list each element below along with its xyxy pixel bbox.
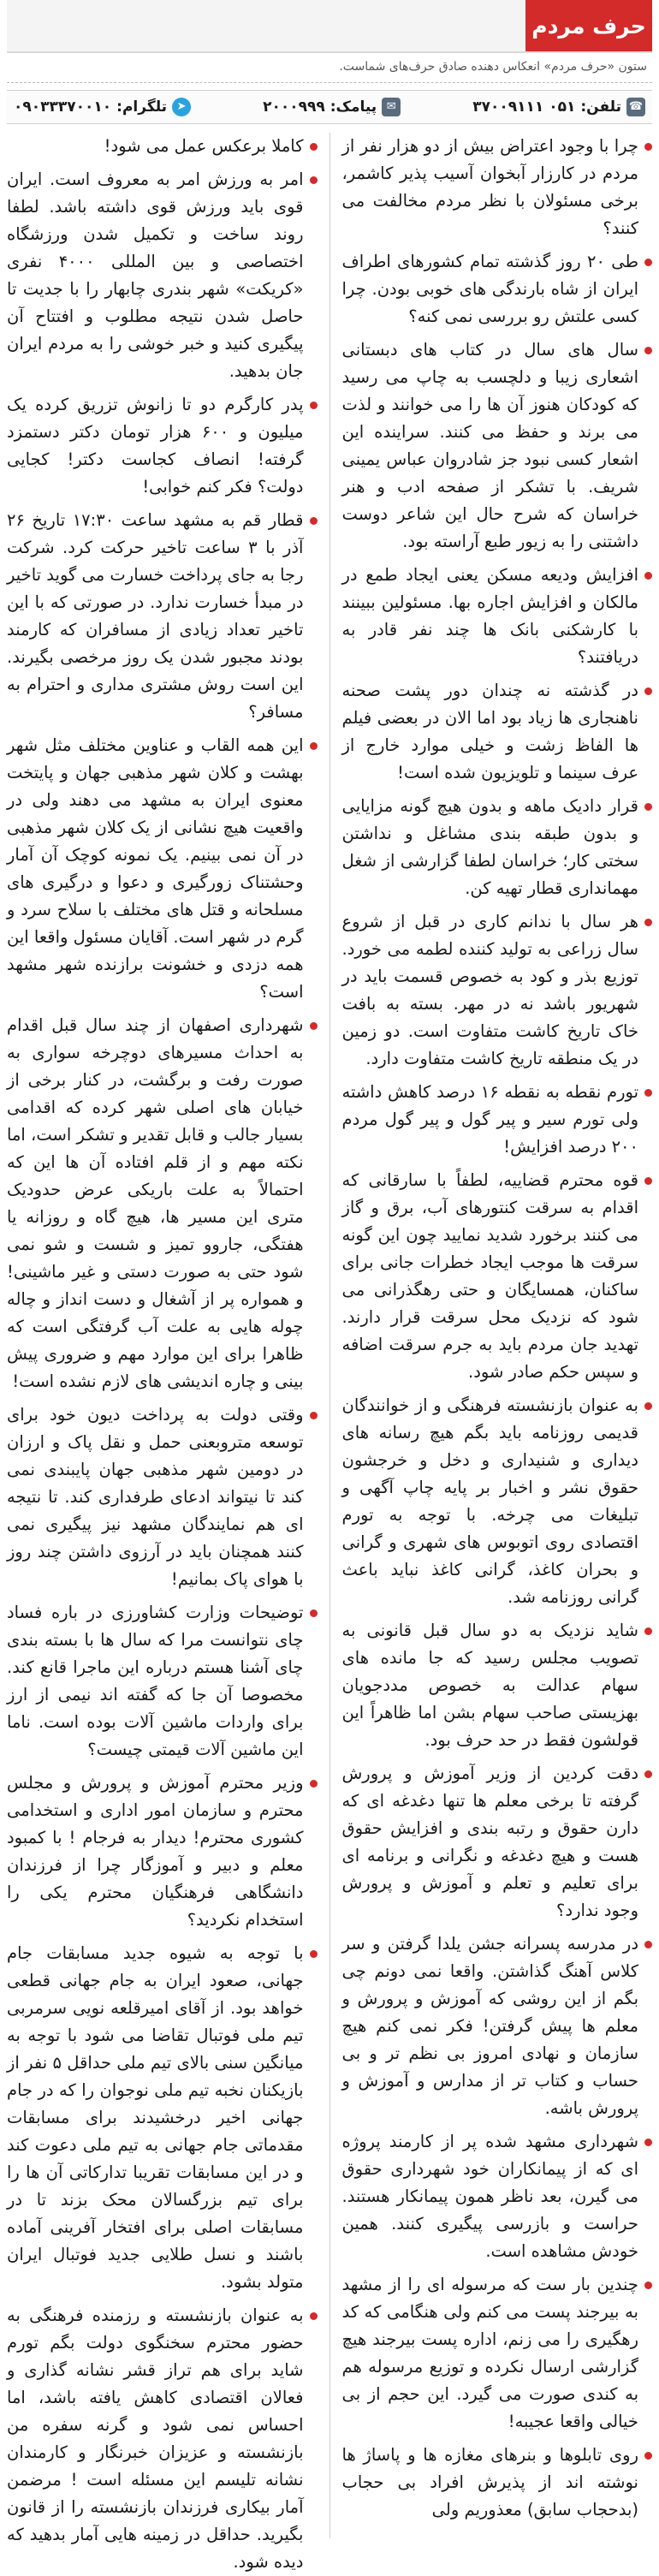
comment-item <box>7 1012 318 1395</box>
bullet-icon <box>310 1950 318 1958</box>
bullet-icon <box>644 1177 652 1185</box>
phone-label: تلفن: <box>580 98 621 116</box>
bullet-icon <box>644 1941 652 1948</box>
page-title: حرف مردم <box>525 0 652 51</box>
comment-item <box>342 908 653 1073</box>
header-bar <box>7 0 652 53</box>
bullet-icon <box>644 803 652 811</box>
comment-item <box>342 133 653 242</box>
comment-text: دقت کردین از وزیر آموزش و پرورش گرفته تا برخی معلم ها تنها دغدغه ای که دارن حقوق و رتبه بندی و افزایش حقوق هست و هیچ دغدغه و نگرانی و برنامه ای برای تعلیم و تعلم و آموزش و پرورش وجود ندارد؟ <box>341 1764 638 1920</box>
comment-text: افزایش ودیعه مسکن یعنی ایجاد طمع در مالکان و افزایش اجاره بها. مسئولین ببینند با کارشکنی بانک ها چند نفر قادر به دریافتند؟ <box>341 565 638 667</box>
comment-item <box>342 2128 653 2265</box>
bullet-icon <box>310 2312 318 2320</box>
left-column <box>7 133 318 2572</box>
bullet-icon <box>310 1780 318 1788</box>
columns <box>7 133 652 2572</box>
comment-text: کاملا برعکس عمل می شود! <box>104 136 304 156</box>
telegram-icon: ➤ <box>172 98 191 116</box>
comment-item <box>7 133 318 160</box>
comment-item <box>7 1401 318 1593</box>
comment-text: در مدرسه پسرانه جشن یلدا گرفتن و سر کلاس آهنگ گذاشتن. واقعا نمی دونم چی بگم از این روشی که آموزش و پرورش و معلم ها پیش گرفتن! فکر نمی کنم هیچ سازمان و نهادی امروز بی نظم تر و بی حساب و کتاب تر از مدارس و آموزش و پرورش باشه. <box>341 1934 638 2118</box>
comment-item <box>342 1617 653 1754</box>
comment-text: قطار قم به مشهد ساعت ۱۷:۳۰ تاریخ ۲۶ آذر با ۳ ساعت تاخیر حرکت کرد. شرکت رجا به جای پرداخت خسارت می گوید تاخیر در مبدأ خسارت ندارد. در صورتی که با این تاخیر تعداد زیادی از مسافران که کارمند بودند مجبور شدن یک روز مرخصی بگیرند. این است روش مشتری مداری و احترام به مسافر؟ <box>7 510 304 722</box>
bullet-icon <box>644 1402 652 1410</box>
comment-text: به عنوان بازنشسته و رزمنده فرهنگی به حضور محترم سخنگوی دولت بگم تورم شاید برای هم تراز قشر نشانه گذاری و فعالان اقتصادی کاهش یافته باشد، اما احساس نمی شود و گرنه سفره من بازنشسته و عزیزان خبرنگار و کارمندان نشانه تلیسم این مسئله است ! مرضمن آمار بیکاری فرزندان بازنشسته را از قانون بگیرید. حداقل در زمینه هایی آمار بدهید که دیده شود. <box>7 2305 304 2572</box>
comment-item <box>342 1760 653 1925</box>
bullet-icon <box>644 572 652 580</box>
comment-text: با توجه به شیوه جدید مسابقات جام جهانی، صعود ایران به جام جهانی قطعی خواهد بود. از آقای امیرقلعه نویی سرمربی تیم ملی فوتبال تقاضا می شود با توجه به میانگین سنی بالای تیم ملی حداقل ۵ نفر از بازیکنان نخبه تیم ملی نوجوان را که در جام جهانی اخیر درخشیدند برای مسابقات مقدماتی جام جهانی به تیم ملی دعوت کند و در این مسابقات تقریبا تدارکاتی آن ها را برای تیم بزرگسالان محک بزند تا در مسابقات اصلی برای افتخار آفرینی آماده باشند و نسل طلایی جدید فوتبال ایران متولد بشود. <box>7 1943 304 2292</box>
comment-text: شهرداری اصفهان از چند سال قبل اقدام به احداث مسیرهای دوچرخه سواری به صورت رفت و برگشت، در کنار برخی از خیابان های اصلی شهر کرده که اقدامی بسیار جالب و قابل تقدیر و تشکر است، اما نکته مهم و از قلم افتاده آن ها این که احتمالاً به علت باریکی عرض حدودیک متری این مسیر ها، هیچ گاه و روزانه یا هفتگی، جاروو تمیز و شست و شو نمی شود حتی به صورت دستی و غیر ماشینی! و همواره پر از آشغال و دست انداز و چاله چوله هایی به علت آب گرفتگی است که ظاهرا برای این موارد مهم و ضروری پیش بینی و چاره اندیشی های لازم نشده است! <box>7 1015 304 1391</box>
comment-item <box>342 562 653 671</box>
bullet-icon <box>644 919 652 926</box>
sms-value[interactable]: ۲۰۰۰۹۹۹ <box>263 98 325 116</box>
page-subtitle: ستون «حرف مردم» انعکاس دهنده صادق حرف‌های شماست. <box>7 53 652 83</box>
bullet-icon <box>644 2452 652 2460</box>
comment-text: در گذشته نه چندان دور پشت صحنه ناهنجاری ها زیاد بود اما الان در بعضی فیلم ها الفاظ زشت و خیلی موارد خارج از عرف سینما و تلویزیون شده است! <box>341 681 638 782</box>
bullet-icon <box>310 176 318 184</box>
comment-item <box>342 248 653 330</box>
bullet-icon <box>310 517 318 525</box>
bullet-icon <box>644 2139 652 2146</box>
comment-item <box>342 1167 653 1386</box>
contact-telegram <box>14 98 191 116</box>
comment-text: توضیحات وزارت کشاورزی در باره فساد چای نتوانست مرا که سال ها با بسته بندی چای آشنا هستم درباره این ماجرا قانع کند. مخصوصا آن جا که گفته اند نیمی از ارز برای واردات ماشین آلات بوده است. ناما این ماشین آلات قیمتی چیست؟ <box>7 1603 304 1759</box>
telegram-label: تلگرام: <box>116 98 168 116</box>
comment-text: قرار دادیک ماهه و بدون هیچ گونه مزایایی و بدون طبقه بندی مشاغل و نداشتن سختی کار؛ خراسان لطفا گزارشی از شغل مهمانداری قطار تهیه کن. <box>341 796 638 898</box>
comment-text: به عنوان بازنشسته فرهنگی و از خوانندگان قدیمی روزنامه باید بگم هیچ رسانه های دیداری و شنیداری و دخل و خرجشون حقوق نشر و اخبار بر پایه چاپ آگهی و تبلیغات می چرخه. با توجه به تورم اقتصادی روی اتوبوس های شهری و گرانی و بحران کاغذ، گرانی کاغذ نباید باعث گرانی روزنامه شد. <box>341 1395 638 1607</box>
contact-sms <box>263 98 401 116</box>
phone-value[interactable]: ۰۵۱ ۳۷۰۰۹۱۱۱ <box>472 98 576 116</box>
telegram-value[interactable]: ۰۹۰۳۳۳۷۰۰۱۰ <box>14 98 112 116</box>
comment-item <box>342 336 653 556</box>
comment-text: شاید نزدیک به دو سال قبل قانونی به تصویب مجلس رسید که جا مانده های سهام عدالت به خصوص مددجویان بهزیستی صاحب سهام بشن اما ظاهراً این قولشون فقط در حد حرف بود. <box>341 1621 638 1750</box>
comment-item <box>342 1931 653 2122</box>
bullet-icon <box>644 687 652 695</box>
comment-text: هر سال با ندانم کاری در قبل از شروع سال زراعی به تولید کننده لطمه می خورد. توزیع بذر و کود به خصوص قسمت باید در شهریور باشد نه در مهر. بسته به بافت خاک تاریخ کاشت متفاوت است. دو زمین در یک منطقه تاریخ کاشت متفاوت دارد. <box>341 912 638 1068</box>
comment-text: شهرداری مشهد شده پر از کارمند پروژه ای که از پیمانکاران خود شهرداری حقوق می گیرن، بعد ناظر همون پیمانکار هستند. حراست و بازرسی پیگیری کنند. همین خودش مشاهده است. <box>341 2132 638 2261</box>
contact-bar <box>7 90 652 124</box>
comment-text: چندین بار ست که مرسوله ای را از مشهد به بیرجند پست می کنم ولی هنگامی که کد رهگیری را می زنم، اداره پست بیرجند هیچ گزارشی ارسال نکرده و توزیع مرسوله هم به کندی صورت می گیرد. این حجم از بی خیالی واقعا عجیبه! <box>341 2275 638 2431</box>
bullet-icon <box>310 1022 318 1030</box>
bullet-icon <box>644 143 652 151</box>
bullet-icon <box>644 2282 652 2289</box>
comment-item <box>342 1392 653 1611</box>
bullet-icon <box>644 1089 652 1097</box>
sms-icon: ✉ <box>382 98 401 116</box>
comment-item <box>7 507 318 726</box>
comment-item <box>342 2442 653 2524</box>
comment-text: وزیر محترم آموزش و پرورش و مجلس محترم و سازمان امور اداری و استخدامی کشوری محترم! دیدار به فرجام ! با کمبود معلم و دبیر و آموزگار چرا از فرزندان دانشگاهی فرهنگیان محترم یکی را استخدام نکردید؟ <box>7 1773 304 1930</box>
contact-phone <box>472 98 645 116</box>
comment-text: قوه محترم قضاییه، لطفاً با سارقانی که اقدام به سرقت کنتورهای آب، برق و گاز می کنند برخورد شدید نمایید چون این گونه سرقت ها موجب ایجاد خطرات جانی برای ساکنان، همسایگان و حتی رهگذرانی می شود که نزدیک محل سرقت قرار دارند. تهدید جان مردم باید به جرم سرقت اضافه و سپس حکم صادر شود. <box>341 1170 638 1382</box>
bullet-icon <box>644 1770 652 1778</box>
comment-item <box>7 2302 318 2576</box>
header-spacer <box>7 0 525 51</box>
comment-text: طی ۲۰ روز گذشته تمام کشورهای اطراف ایران از شاه بارندگی های خوبی بودن. چرا کسی علتش رو بررسی نمی کنه؟ <box>341 252 638 326</box>
bullet-icon <box>310 742 318 750</box>
bullet-icon <box>310 1609 318 1617</box>
comment-item <box>342 793 653 902</box>
bullet-icon <box>644 347 652 354</box>
comment-item <box>342 2271 653 2436</box>
comment-item <box>7 391 318 501</box>
comment-text: تورم نقطه به نقطه ۱۶ درصد کاهش داشته ولی تورم سیر و پیر گول و پیر گول مردم ۲۰۰ درصد افزایش! <box>341 1082 638 1157</box>
comment-text: وقتی دولت به پرداخت دیون خود برای توسعه متروبعنی حمل و نقل پاک و ارزان در دومین شهر مذهبی جهان پایبندی نمی کند تا نیتواند ادعای طرفداری کند. تا نتیجه ای هم نمایندگان مشهد نیز پیگیری نمی کنند همچنان باید در آرزوی داشتن چند روز با هوای پاک بمانیم! <box>7 1405 304 1589</box>
comment-text: پدر کارگرم دو تا زانوش تزریق کرده یک میلیون و ۶۰۰ هزار تومان دکتر دستمزد گرفته! انصاف کجاست دکتر! کجایی دولت؟ فکر کنم خوابی! <box>7 395 304 497</box>
comment-text: امر به ورزش امر به معروف است. ایران قوی باید ورزش قوی داشته باشد. لطفا روند ساخت و تکمیل شدن ورزشگاه اختصاصی و بین المللی ۴۰۰۰ نفری «کریکت» شهر بندری چابهار را با جدیت تا حاصل شدن نتیجه مطلوب و افتتاح آن پیگیری کنید و خبر خوشی را به مردم ایران جان بدهید. <box>7 170 304 381</box>
phone-icon: ☎ <box>626 98 645 116</box>
comment-item <box>7 1770 318 1934</box>
comment-text: سال های سال در کتاب های دبستانی اشعاری زیبا و دلچسب به چاپ می رسید که کودکان هنوز آن ها را می خوانند و لذت می برند و حفظ می کنند. سراینده این اشعار کسی نبود جز شادروان عباس یمینی شریف. با تشکر از صفحه ادب و هنر خراسان که شرح حال این شاعر دوست داشتنی را به زیور طبع آراسته بود. <box>341 340 638 551</box>
comment-item <box>7 1599 318 1764</box>
sms-label: پیامک: <box>330 98 377 116</box>
comment-text: این همه القاب و عناوین مختلف مثل شهر بهشت و کلان شهر مذهبی جهان و پایتخت معنوی ایران به مشهد می دهند ولی در واقعیت هیچ نشانی از یک کلان شهر مذهبی در آن نمی بینیم. یک نمونه کوچک آن آمار وحشتناک زورگیری و دعوا و درگیری های مسلحانه و قتل های مختلف با سلاح سرد و گرم در شهر است. آقایان مسئول واقعا این همه دزدی و خشونت برازنده شهر مشهد است؟ <box>7 735 304 1002</box>
comment-item <box>7 732 318 1006</box>
comment-text: چرا با وجود اعتراض بیش از دو هزار نفر از مردم در کارزار آبخوان آسیب پذیر کاشمر، برخی مسئولان با نظر مردم مخالفت می کنند؟ <box>341 136 638 238</box>
bullet-icon <box>310 1412 318 1419</box>
comment-text: روی تابلوها و بنرهای مغازه ها و پاساژ ها نوشته اند از پذیرش افراد بی حجاب (بدحجاب سابق) معذوریم ولی <box>341 2445 638 2519</box>
bullet-icon <box>310 143 318 151</box>
bullet-icon <box>644 1627 652 1635</box>
bullet-icon <box>644 259 652 266</box>
comment-item <box>7 166 318 385</box>
bullet-icon <box>310 402 318 409</box>
comment-item <box>342 677 653 787</box>
comment-item <box>7 1940 318 2296</box>
comment-item <box>342 1079 653 1161</box>
right-column <box>342 133 653 2538</box>
